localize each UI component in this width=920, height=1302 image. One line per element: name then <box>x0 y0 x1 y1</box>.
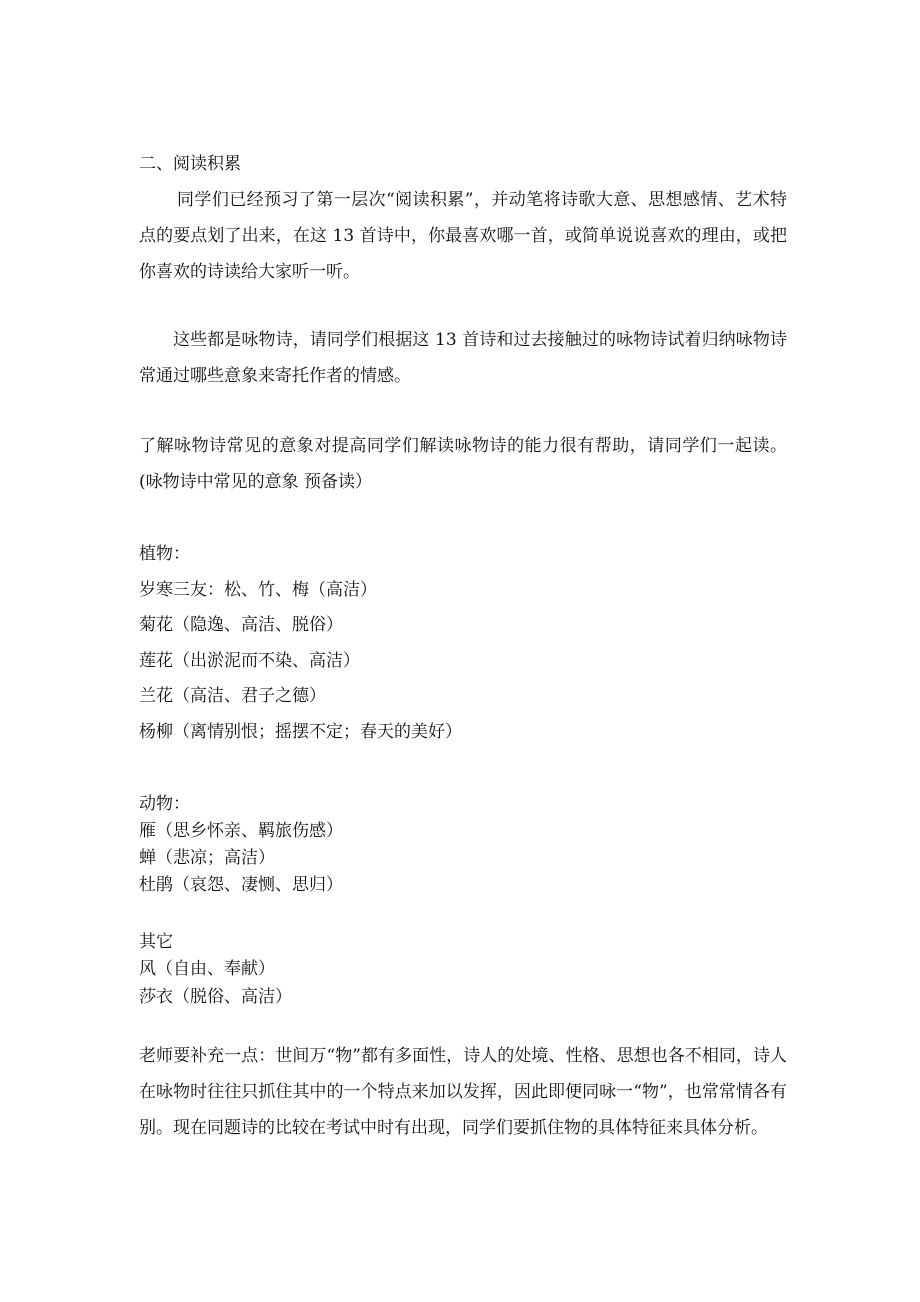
section-heading: 二、阅读积累 <box>139 154 241 174</box>
paragraph-reading-accumulation: 同学们已经预习了第一层次“阅读积累”，并动笔将诗歌大意、思想感情、艺术特点的要点划了出来，在这 13 首诗中，你最喜欢哪一首，或简单说说喜欢的理由，或把你喜欢的诗读给大家听一听。 <box>139 190 787 282</box>
list-item: 风（自由、奉献） <box>139 959 275 979</box>
list-item: 杨柳（离情别恨；摇摆不定；春天的美好） <box>139 722 462 742</box>
list-item: 雁（思乡怀亲、羁旅伤感） <box>139 821 343 841</box>
others-heading: 其它 <box>139 932 173 952</box>
list-item: 兰花（高洁、君子之德） <box>139 686 326 706</box>
teacher-note-paragraph: 老师要补充一点：世间万“物”都有多面性，诗人的处境、性格、思想也各不相同，诗人在咏物时往往只抓住其中的一个特点来加以发挥，因此即便同咏一“物”，也常常情各有别。现在同题诗的比较在考试中时有出现，同学们要抓住物的具体特征来具体分析。 <box>139 1046 787 1138</box>
list-item: 蝉（悲凉；高洁） <box>139 848 275 868</box>
list-item: 莲花（出淤泥而不染、高洁） <box>139 651 360 671</box>
list-item: 岁寒三友：松、竹、梅（高洁） <box>139 580 377 600</box>
animals-heading: 动物： <box>139 794 190 814</box>
plants-heading: 植物： <box>139 544 190 564</box>
list-item: 杜鹃（哀怨、凄恻、思归） <box>139 875 343 895</box>
list-item: 菊花（隐逸、高洁、脱俗） <box>139 615 343 635</box>
paragraph-object-poems: 这些都是咏物诗，请同学们根据这 13 首诗和过去接触过的咏物诗试着归纳咏物诗常通过哪些意象来寄托作者的情感。 <box>139 330 787 386</box>
list-item: 莎衣（脱俗、高洁） <box>139 987 292 1007</box>
paragraph-common-imagery: 了解咏物诗常见的意象对提高同学们解读咏物诗的能力很有帮助，请同学们一起读。(咏物诗中常见的意象 预备读） <box>139 436 787 492</box>
